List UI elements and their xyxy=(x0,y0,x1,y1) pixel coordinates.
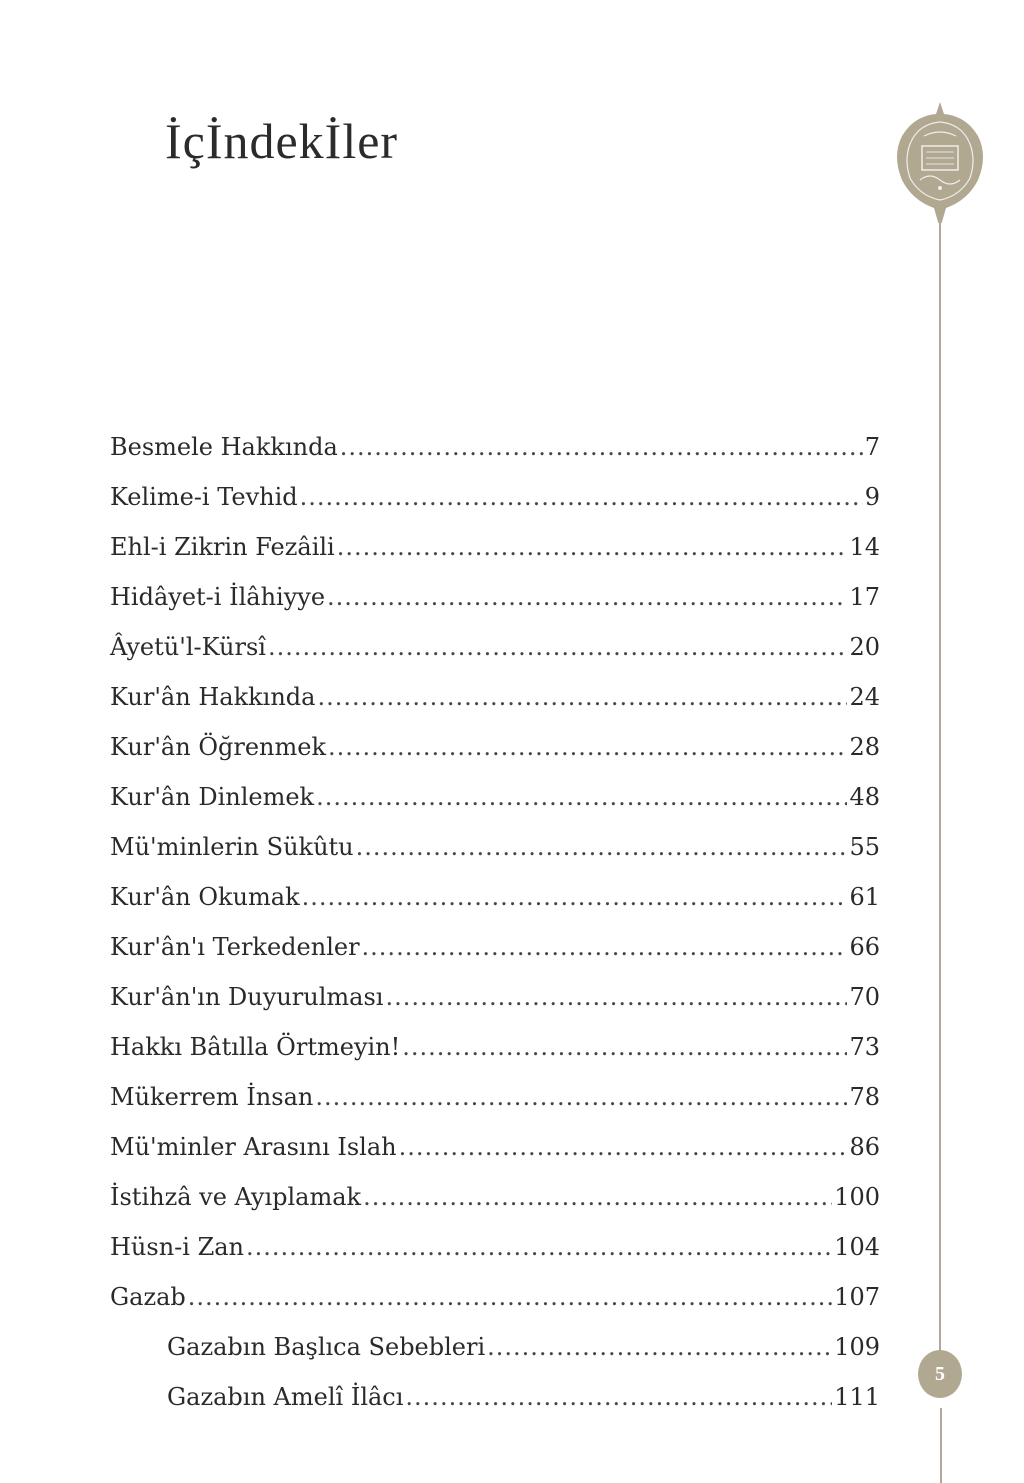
toc-entry-page: 7 xyxy=(864,433,880,461)
toc-entry-title: Gazabın Başlıca Sebebleri xyxy=(167,1333,486,1361)
dot-leader xyxy=(315,1077,847,1117)
toc-entry[interactable] xyxy=(110,577,880,627)
toc-entry-title: Hüsn-i Zan xyxy=(110,1233,245,1261)
toc-entry[interactable] xyxy=(110,1227,880,1277)
toc-entry[interactable] xyxy=(110,1277,880,1327)
dot-leader xyxy=(385,977,847,1017)
toc-entry[interactable] xyxy=(110,527,880,577)
toc-entry-title: Gazabın Amelî İlâcı xyxy=(167,1383,404,1411)
toc-entry-page: 17 xyxy=(849,583,880,611)
toc-entry[interactable] xyxy=(110,727,880,777)
toc-entry-page: 24 xyxy=(849,683,880,711)
dot-leader xyxy=(337,527,848,567)
toc-entry-page: 73 xyxy=(849,1033,880,1061)
toc-entry[interactable] xyxy=(110,627,880,677)
toc-entry[interactable] xyxy=(110,977,880,1027)
toc-entry-title: Kur'ân Okumak xyxy=(110,883,300,911)
dot-leader xyxy=(405,1377,832,1417)
toc-entry-page: 107 xyxy=(834,1283,880,1311)
vertical-rule xyxy=(939,222,941,1352)
dot-leader xyxy=(399,1127,848,1167)
toc-entry[interactable] xyxy=(110,1177,880,1227)
toc-entry-page: 66 xyxy=(849,933,880,961)
vertical-rule-end xyxy=(940,1408,942,1483)
toc-entry-page: 48 xyxy=(849,783,880,811)
toc-entry[interactable] xyxy=(110,777,880,827)
dot-leader xyxy=(487,1327,832,1367)
toc-entry-page: 111 xyxy=(834,1383,880,1411)
toc-entry-title: Mü'minler Arasını Islah xyxy=(110,1133,397,1161)
toc-entry-page: 70 xyxy=(849,983,880,1011)
toc-entry-title: Ehl-i Zikrin Fezâili xyxy=(110,533,335,561)
dot-leader xyxy=(302,877,848,917)
toc-entry[interactable] xyxy=(110,1377,880,1427)
toc-entry-page: 78 xyxy=(849,1083,880,1111)
toc-entry[interactable] xyxy=(110,477,880,527)
toc-entry-title: Besmele Hakkında xyxy=(110,433,338,461)
dot-leader xyxy=(316,777,847,817)
toc-entry[interactable] xyxy=(110,927,880,977)
toc-entry[interactable] xyxy=(110,1027,880,1077)
toc-entry-title: Kur'ân Hakkında xyxy=(110,683,316,711)
toc-entry[interactable] xyxy=(110,827,880,877)
toc-entry-page: 100 xyxy=(834,1183,880,1211)
dot-leader xyxy=(188,1277,832,1317)
toc-entry-title: Mü'minlerin Sükûtu xyxy=(110,833,354,861)
dot-leader xyxy=(356,827,848,867)
dot-leader xyxy=(246,1227,832,1267)
toc-entry[interactable] xyxy=(110,1127,880,1177)
dot-leader xyxy=(268,627,848,667)
toc-entry-page: 28 xyxy=(849,733,880,761)
toc-entry[interactable] xyxy=(110,677,880,727)
toc-entry-title: Mükerrem İnsan xyxy=(110,1083,314,1111)
dot-leader xyxy=(402,1027,847,1067)
dot-leader xyxy=(362,927,848,967)
dot-leader xyxy=(328,727,847,767)
dot-leader xyxy=(327,577,847,617)
toc-entry[interactable] xyxy=(110,1327,880,1377)
dot-leader xyxy=(363,1177,832,1217)
toc-entry-title: Kur'ân Öğrenmek xyxy=(110,733,326,761)
toc-entry-title: Kur'ân'ın Duyurulması xyxy=(110,983,384,1011)
dot-leader xyxy=(340,427,863,467)
dot-leader xyxy=(300,477,863,517)
page-number-badge: 5 xyxy=(918,1350,962,1398)
toc-entry-page: 20 xyxy=(849,633,880,661)
toc-entry-title: Âyetü'l-Kürsî xyxy=(110,633,266,661)
dot-leader xyxy=(317,677,847,717)
toc-entry-page: 14 xyxy=(849,533,880,561)
toc-entry-title: Hidâyet-i İlâhiyye xyxy=(110,583,326,611)
toc-entry-title: Kur'ân'ı Terkedenler xyxy=(110,933,360,961)
toc-entry-page: 104 xyxy=(834,1233,880,1261)
toc-entry-title: Hakkı Bâtılla Örtmeyin! xyxy=(110,1033,401,1061)
toc-entry-title: Kelime-i Tevhid xyxy=(110,483,298,511)
toc-entry-title: İstihzâ ve Ayıplamak xyxy=(110,1183,362,1211)
table-of-contents xyxy=(110,427,880,1427)
toc-entry-title: Kur'ân Dinlemek xyxy=(110,783,315,811)
toc-entry-page: 109 xyxy=(834,1333,880,1361)
toc-entry-page: 55 xyxy=(849,833,880,861)
toc-entry-page: 86 xyxy=(849,1133,880,1161)
toc-entry-page: 9 xyxy=(864,483,880,511)
toc-entry[interactable] xyxy=(110,877,880,927)
toc-entry-page: 61 xyxy=(849,883,880,911)
toc-entry[interactable] xyxy=(110,427,880,477)
calligraphy-medallion-icon xyxy=(890,100,990,225)
page-title: İçİndekİler xyxy=(165,113,399,169)
toc-entry-title: Gazab xyxy=(110,1283,186,1311)
toc-entry[interactable] xyxy=(110,1077,880,1127)
